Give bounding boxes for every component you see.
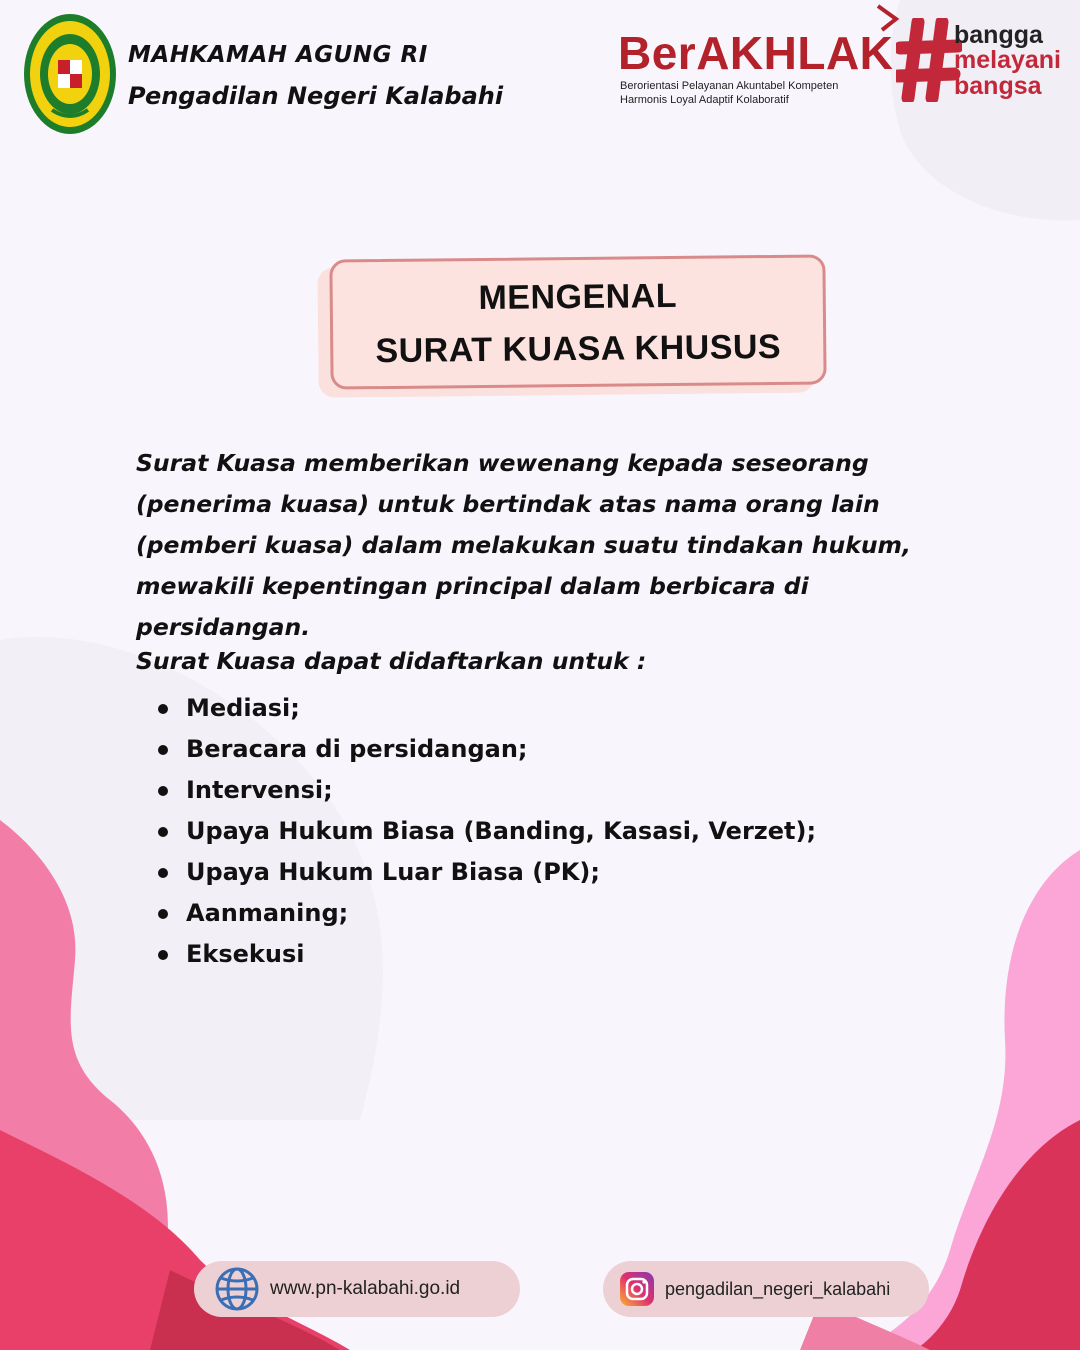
berakhlak-logo-text: BerAKHLAK bbox=[618, 27, 894, 79]
list-item-text: Upaya Hukum Biasa (Banding, Kasasi, Verzet); bbox=[186, 817, 817, 845]
globe-icon bbox=[214, 1266, 260, 1312]
list-item bbox=[158, 688, 816, 729]
title-card bbox=[329, 254, 826, 389]
org-subtitle: Pengadilan Negeri Kalabahi bbox=[128, 82, 504, 110]
website-url: www.pn-kalabahi.go.id bbox=[270, 1278, 461, 1299]
list-item bbox=[158, 811, 816, 852]
hashtag-icon bbox=[896, 18, 962, 102]
org-title: MAHKAMAH AGUNG RI bbox=[128, 42, 428, 68]
instagram-icon bbox=[619, 1271, 655, 1307]
instagram-link[interactable] bbox=[603, 1261, 929, 1317]
berakhlak-tagline-1: Berorientasi Pelayanan Akuntabel Kompeten bbox=[620, 80, 839, 92]
list-item-text: Eksekusi bbox=[186, 940, 305, 968]
website-link[interactable] bbox=[194, 1261, 520, 1317]
page-title-line-1: MENGENAL bbox=[478, 276, 678, 318]
bullet-icon bbox=[158, 909, 168, 919]
bullet-icon bbox=[158, 786, 168, 796]
berakhlak-branding bbox=[618, 4, 1080, 114]
list-item bbox=[158, 934, 816, 975]
bullet-icon bbox=[158, 745, 168, 755]
list-item-text: Aanmaning; bbox=[186, 899, 349, 927]
instagram-handle: pengadilan_negeri_kalabahi bbox=[665, 1278, 891, 1299]
bullet-icon bbox=[158, 704, 168, 714]
bullet-icon bbox=[158, 827, 168, 837]
court-seal-icon bbox=[22, 12, 118, 137]
list-item-text: Intervensi; bbox=[186, 776, 333, 804]
list-item-text: Beracara di persidangan; bbox=[186, 735, 528, 763]
list-heading: Surat Kuasa dapat didaftarkan untuk : bbox=[136, 647, 647, 675]
bullet-icon bbox=[158, 950, 168, 960]
list-item bbox=[158, 729, 816, 770]
slogan-melayani: melayani bbox=[954, 46, 1062, 74]
list-item bbox=[158, 770, 816, 811]
header-identity bbox=[22, 12, 504, 137]
berakhlak-tagline-2: Harmonis Loyal Adaptif Kolaboratif bbox=[620, 94, 789, 106]
list-item bbox=[158, 893, 816, 934]
slogan-bangsa: bangsa bbox=[954, 72, 1042, 100]
bullet-icon bbox=[158, 868, 168, 878]
list-item-text: Mediasi; bbox=[186, 694, 300, 722]
slogan-bangga: bangga bbox=[954, 21, 1043, 49]
intro-paragraph: Surat Kuasa memberikan wewenang kepada seseorang (penerima kuasa) untuk bertindak atas nama orang lain (pemberi kuasa) dalam melakukan suatu tindakan hukum, mewakili kepentingan principal dalam berbicara di persidangan. bbox=[136, 449, 911, 641]
list-item bbox=[158, 852, 816, 893]
usage-list bbox=[158, 688, 816, 975]
page-title-line-2: SURAT KUASA KHUSUS bbox=[375, 327, 782, 371]
list-item-text: Upaya Hukum Luar Biasa (PK); bbox=[186, 858, 600, 886]
